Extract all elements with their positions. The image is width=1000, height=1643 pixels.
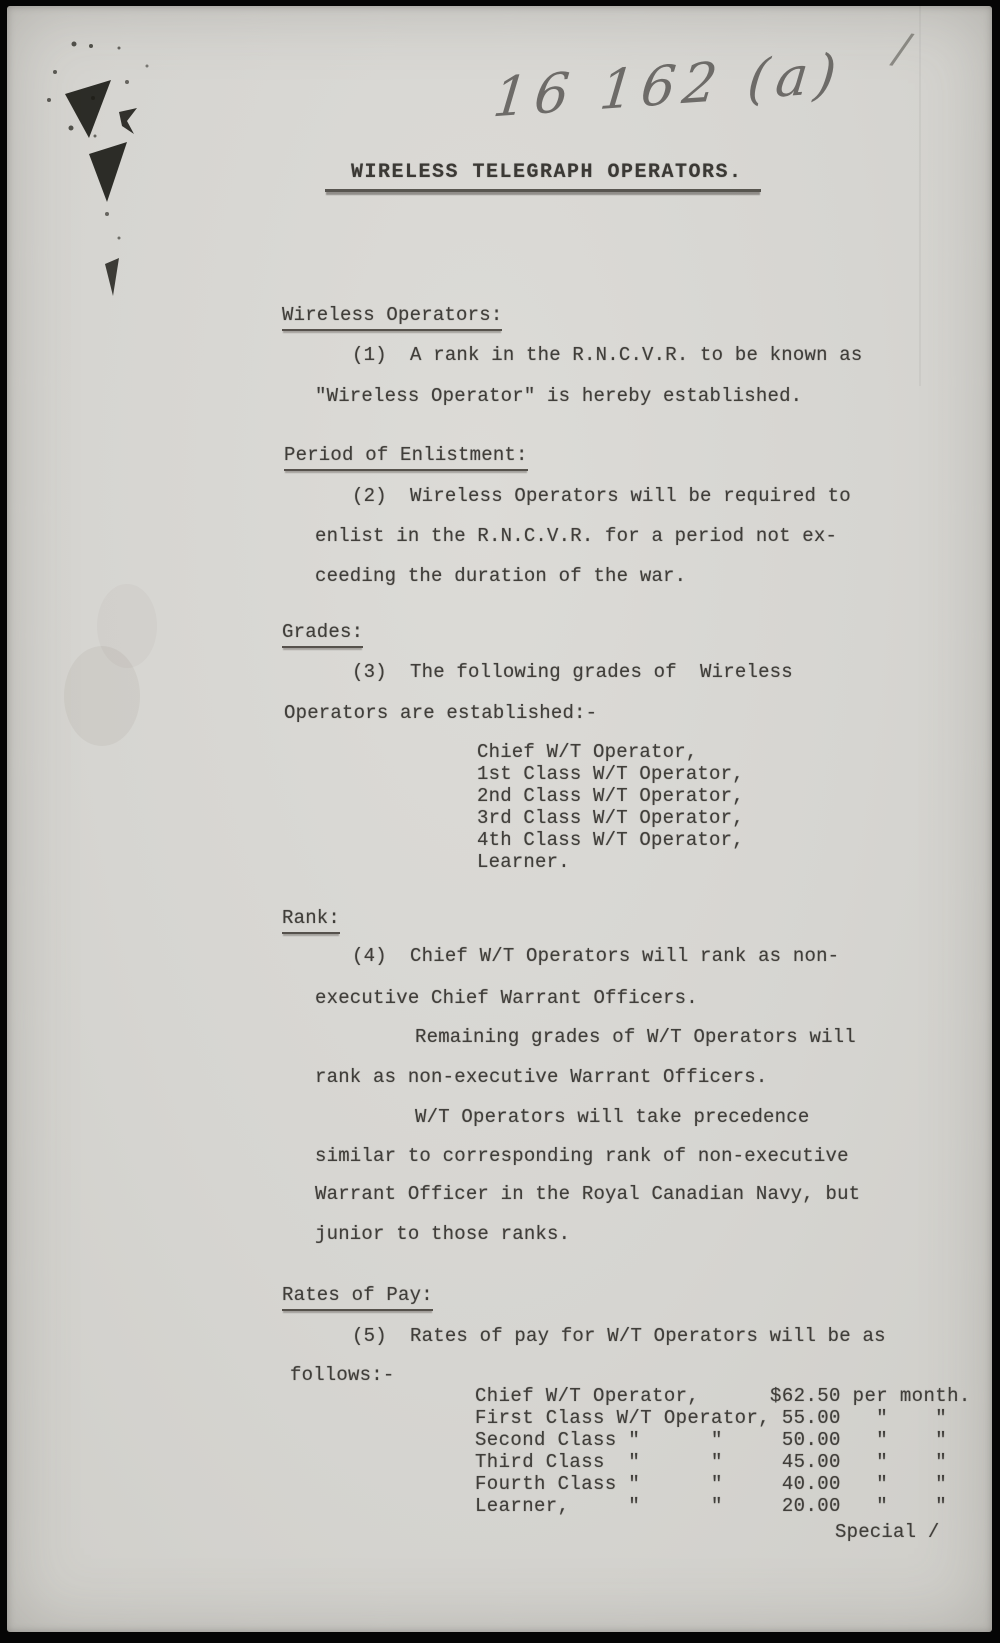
text-line: executive Chief Warrant Officers. <box>315 987 698 1009</box>
handwritten-page-number-mark: / <box>891 23 913 74</box>
pay-table-row: Chief W/T Operator, $62.50 per month. <box>475 1385 971 1407</box>
pay-table-row: Learner, " " 20.00 " " <box>475 1495 948 1517</box>
paper-sheet <box>7 6 992 1632</box>
section-heading-period-of-enlistment: Period of Enlistment: <box>284 446 528 471</box>
pay-table-row: Third Class " " 45.00 " " <box>475 1451 948 1473</box>
section-heading-rates-of-pay: Rates of Pay: <box>282 1286 433 1311</box>
text-line: follows:- <box>290 1364 395 1386</box>
text-line: (4) Chief W/T Operators will rank as non- <box>352 945 840 967</box>
text-line: (1) A rank in the R.N.C.V.R. to be known as <box>352 344 863 366</box>
text-line: Remaining grades of W/T Operators will <box>415 1026 856 1048</box>
text-line: rank as non-executive Warrant Officers. <box>315 1066 768 1088</box>
text-line: ceeding the duration of the war. <box>315 565 687 587</box>
section-heading-grades: Grades: <box>282 623 363 648</box>
pay-table-row: Fourth Class " " 40.00 " " <box>475 1473 948 1495</box>
text-line: enlist in the R.N.C.V.R. for a period not ex- <box>315 525 838 547</box>
grades-list-item: Chief W/T Operator, <box>477 741 698 763</box>
text-line: (3) The following grades of Wireless <box>352 661 793 683</box>
pay-table-row: First Class W/T Operator, 55.00 " " <box>475 1407 948 1429</box>
grades-list-item: 4th Class W/T Operator, <box>477 829 744 851</box>
text-line: (2) Wireless Operators will be required to <box>352 485 851 507</box>
grades-list-item: Learner. <box>477 851 570 873</box>
text-line: W/T Operators will take precedence <box>415 1106 810 1128</box>
section-heading-wireless-operators: Wireless Operators: <box>282 306 502 331</box>
grades-list-item: 2nd Class W/T Operator, <box>477 785 744 807</box>
section-heading-rank: Rank: <box>282 909 340 934</box>
grades-list-item: 1st Class W/T Operator, <box>477 763 744 785</box>
text-line: Warrant Officer in the Royal Canadian Navy, but <box>315 1183 861 1205</box>
text-line: junior to those ranks. <box>315 1223 571 1245</box>
grades-list-item: 3rd Class W/T Operator, <box>477 807 744 829</box>
handwritten-file-number: 16 162 (a) <box>490 41 847 130</box>
text-line: (5) Rates of pay for W/T Operators will be as <box>352 1325 886 1347</box>
text-line: similar to corresponding rank of non-executive <box>315 1145 849 1167</box>
document-title: WIRELESS TELEGRAPH OPERATORS. <box>325 163 761 192</box>
text-line: Operators are established:- <box>284 702 598 724</box>
text-line: "Wireless Operator" is hereby established. <box>315 385 803 407</box>
footer-special-mark: Special / <box>835 1521 940 1543</box>
pay-table-row: Second Class " " 50.00 " " <box>475 1429 948 1451</box>
